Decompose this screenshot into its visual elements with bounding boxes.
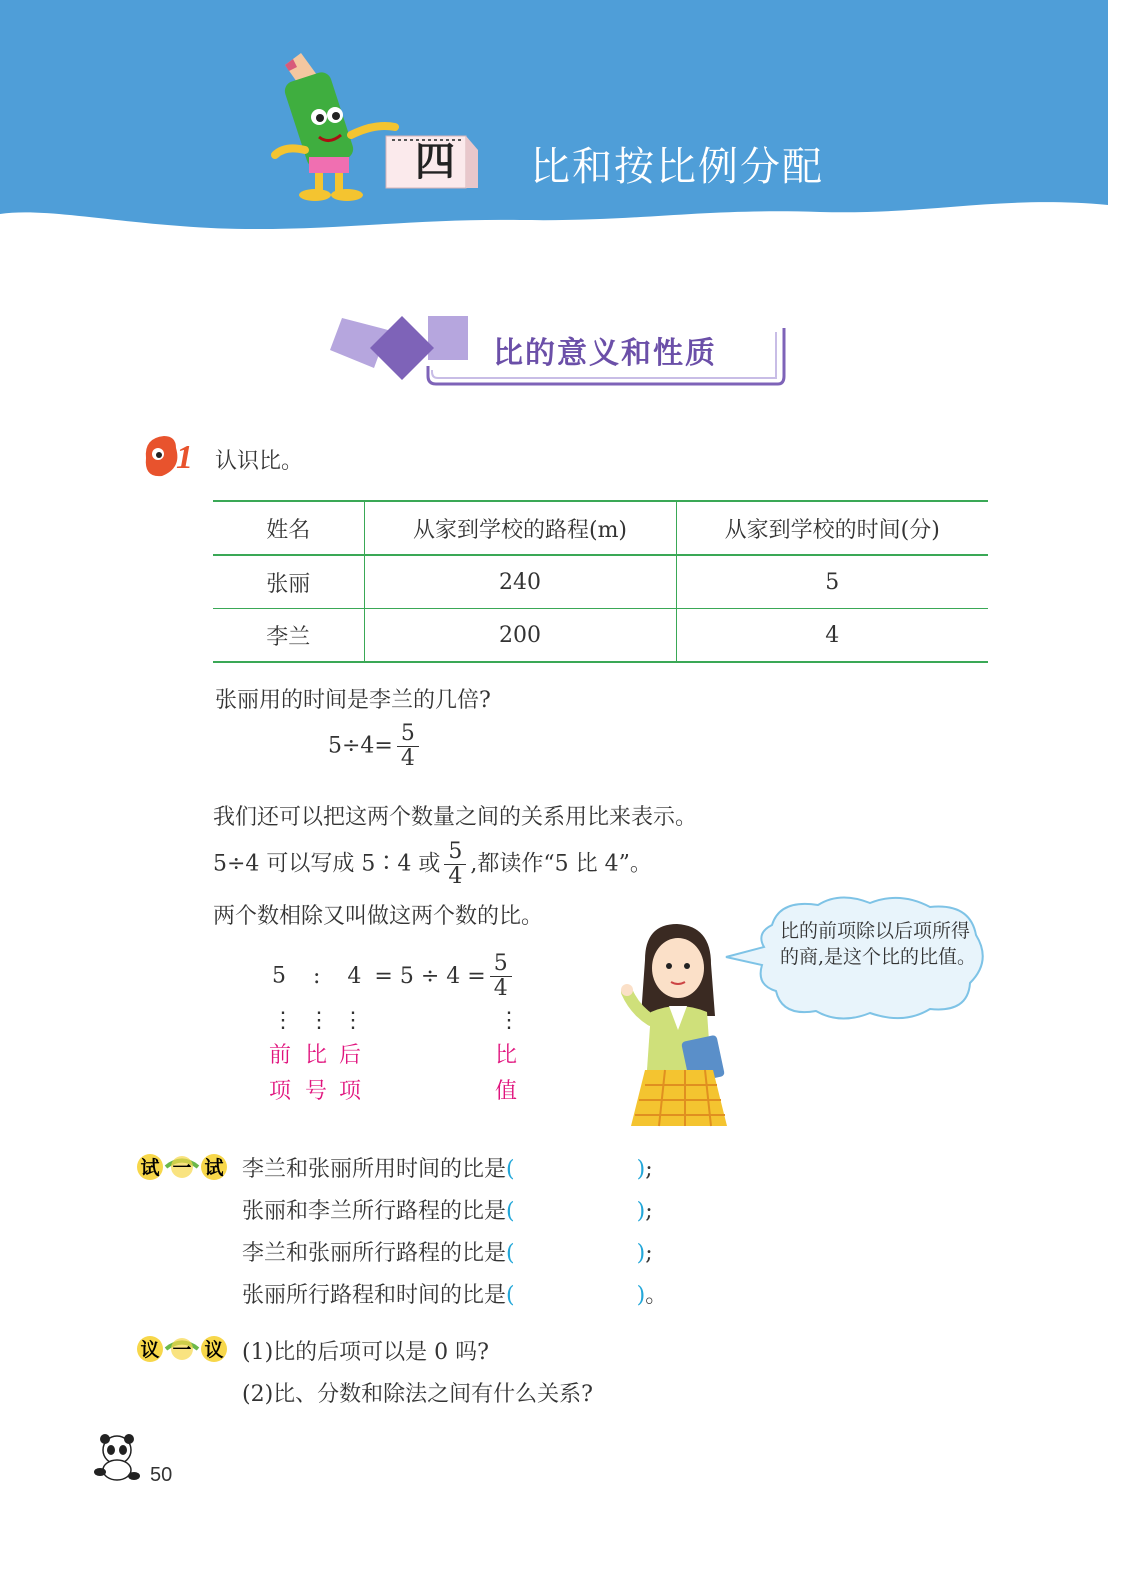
- ratio-colon: :: [313, 963, 321, 989]
- table-row: [213, 609, 988, 663]
- try-it-line-1: [242, 1152, 653, 1183]
- table-row: [213, 555, 988, 609]
- table-cell: 240: [364, 555, 676, 609]
- discuss-badge: [136, 1334, 228, 1364]
- table-cell: 5: [676, 555, 988, 609]
- section-title: 比的意义和性质: [493, 336, 717, 371]
- try-it-prompt: 李兰和张丽所行路程的比是: [242, 1241, 507, 1266]
- badge-char: 试: [204, 1157, 224, 1179]
- example-badge-icon: [136, 428, 208, 482]
- table-header-row: [213, 501, 988, 555]
- discuss-question-1: (1)比的后项可以是 0 吗?: [242, 1340, 489, 1365]
- label-ratio: 比: [494, 1043, 517, 1068]
- line-end-punct: ;: [645, 1241, 653, 1266]
- table-cell: 200: [364, 609, 676, 663]
- fraction-denominator: 4: [400, 746, 415, 771]
- try-it-prompt: 张丽和李兰所行路程的比是: [242, 1199, 507, 1224]
- page-number: 50: [150, 1464, 173, 1486]
- route-data-table: [213, 500, 988, 663]
- question-text: 张丽用的时间是李兰的几倍?: [215, 688, 491, 713]
- answer-blank-close[interactable]: ): [636, 1241, 646, 1266]
- division-equation: [328, 722, 423, 771]
- answer-blank-close[interactable]: ): [636, 1157, 646, 1182]
- fraction-denominator: 4: [448, 864, 463, 889]
- answer-blank-open[interactable]: (: [506, 1283, 515, 1308]
- ratio-equation: [272, 952, 516, 1001]
- label-value: 值: [494, 1079, 517, 1104]
- table-header-cell: 姓名: [266, 517, 311, 543]
- explanation-text-1: 我们还可以把这两个数量之间的关系用比来表示。: [213, 805, 698, 830]
- answer-blank-open[interactable]: (: [506, 1241, 515, 1266]
- ratio-equation-middle: = 5 ÷ 4 =: [374, 963, 486, 989]
- discuss-question-2: (2)比、分数和除法之间有什么关系?: [242, 1382, 593, 1407]
- example-title: 认识比。: [215, 449, 304, 474]
- badge-char: 议: [204, 1339, 224, 1361]
- chapter-title: 比和按比例分配: [530, 144, 824, 190]
- try-it-line-2: [242, 1194, 653, 1225]
- fraction: [444, 840, 466, 889]
- try-it-badge: [136, 1152, 228, 1182]
- label-term: 项: [338, 1079, 361, 1104]
- line-end-punct: ;: [645, 1157, 653, 1182]
- badge-char: 一: [172, 1339, 192, 1361]
- table-header-cell: 从家到学校的路程(m): [364, 501, 676, 555]
- panda-icon: [92, 1432, 142, 1482]
- label-ratio: 比: [304, 1043, 327, 1068]
- label-sign: 号: [304, 1079, 327, 1104]
- label-back: 后: [338, 1043, 361, 1068]
- try-it-prompt: 张丽所行路程和时间的比是: [242, 1283, 507, 1308]
- fraction-denominator: 4: [493, 976, 508, 1001]
- table-cell: 张丽: [266, 571, 311, 597]
- ratio-back-term: 4: [347, 963, 362, 989]
- back-term-dots: ⋮: [342, 1008, 364, 1033]
- badge-char: 议: [140, 1339, 160, 1361]
- explanation-text-2: [213, 840, 652, 889]
- example-number: 1: [176, 439, 193, 476]
- answer-blank-open[interactable]: (: [506, 1199, 515, 1224]
- colon-dots: ⋮: [308, 1008, 330, 1033]
- explanation-text-3: 两个数相除又叫做这两个数的比。: [213, 904, 544, 929]
- label-term: 项: [268, 1079, 291, 1104]
- fraction-numerator: 5: [490, 952, 512, 977]
- line-end-punct: 。: [645, 1283, 668, 1308]
- table-cell: 4: [676, 609, 988, 663]
- chapter-banner: [0, 0, 1108, 240]
- fraction-numerator: 5: [397, 722, 419, 747]
- table-header-cell: 从家到学校的时间(分): [676, 501, 988, 555]
- badge-char: 试: [140, 1157, 160, 1179]
- division-lhs: 5÷4=: [328, 733, 393, 759]
- explanation-text-2a: 5÷4 可以写成 5∶4 或: [213, 851, 441, 877]
- answer-blank-close[interactable]: ): [636, 1283, 646, 1308]
- ratio-value-dots: ⋮: [498, 1008, 520, 1033]
- badge-char: 一: [172, 1157, 192, 1179]
- fraction-numerator: 5: [444, 840, 466, 865]
- line-end-punct: ;: [645, 1199, 653, 1224]
- chapter-number: 四: [415, 139, 455, 185]
- answer-blank-open[interactable]: (: [506, 1157, 515, 1182]
- front-term-dots: ⋮: [272, 1008, 294, 1033]
- ratio-value-fraction: [490, 952, 512, 1001]
- label-front: 前: [268, 1043, 291, 1068]
- speech-bubble-text: 比的前项除以后项所得的商,是这个比的比值。: [780, 920, 977, 968]
- ratio-front-term: 5: [272, 963, 286, 989]
- fraction: [397, 722, 419, 771]
- explanation-text-2b: ,都读作“5 比 4”。: [470, 851, 652, 877]
- table-cell: 李兰: [266, 624, 311, 650]
- try-it-line-3: [242, 1236, 653, 1267]
- answer-blank-close[interactable]: ): [636, 1199, 646, 1224]
- try-it-line-4: [242, 1278, 667, 1309]
- try-it-prompt: 李兰和张丽所用时间的比是: [242, 1157, 507, 1182]
